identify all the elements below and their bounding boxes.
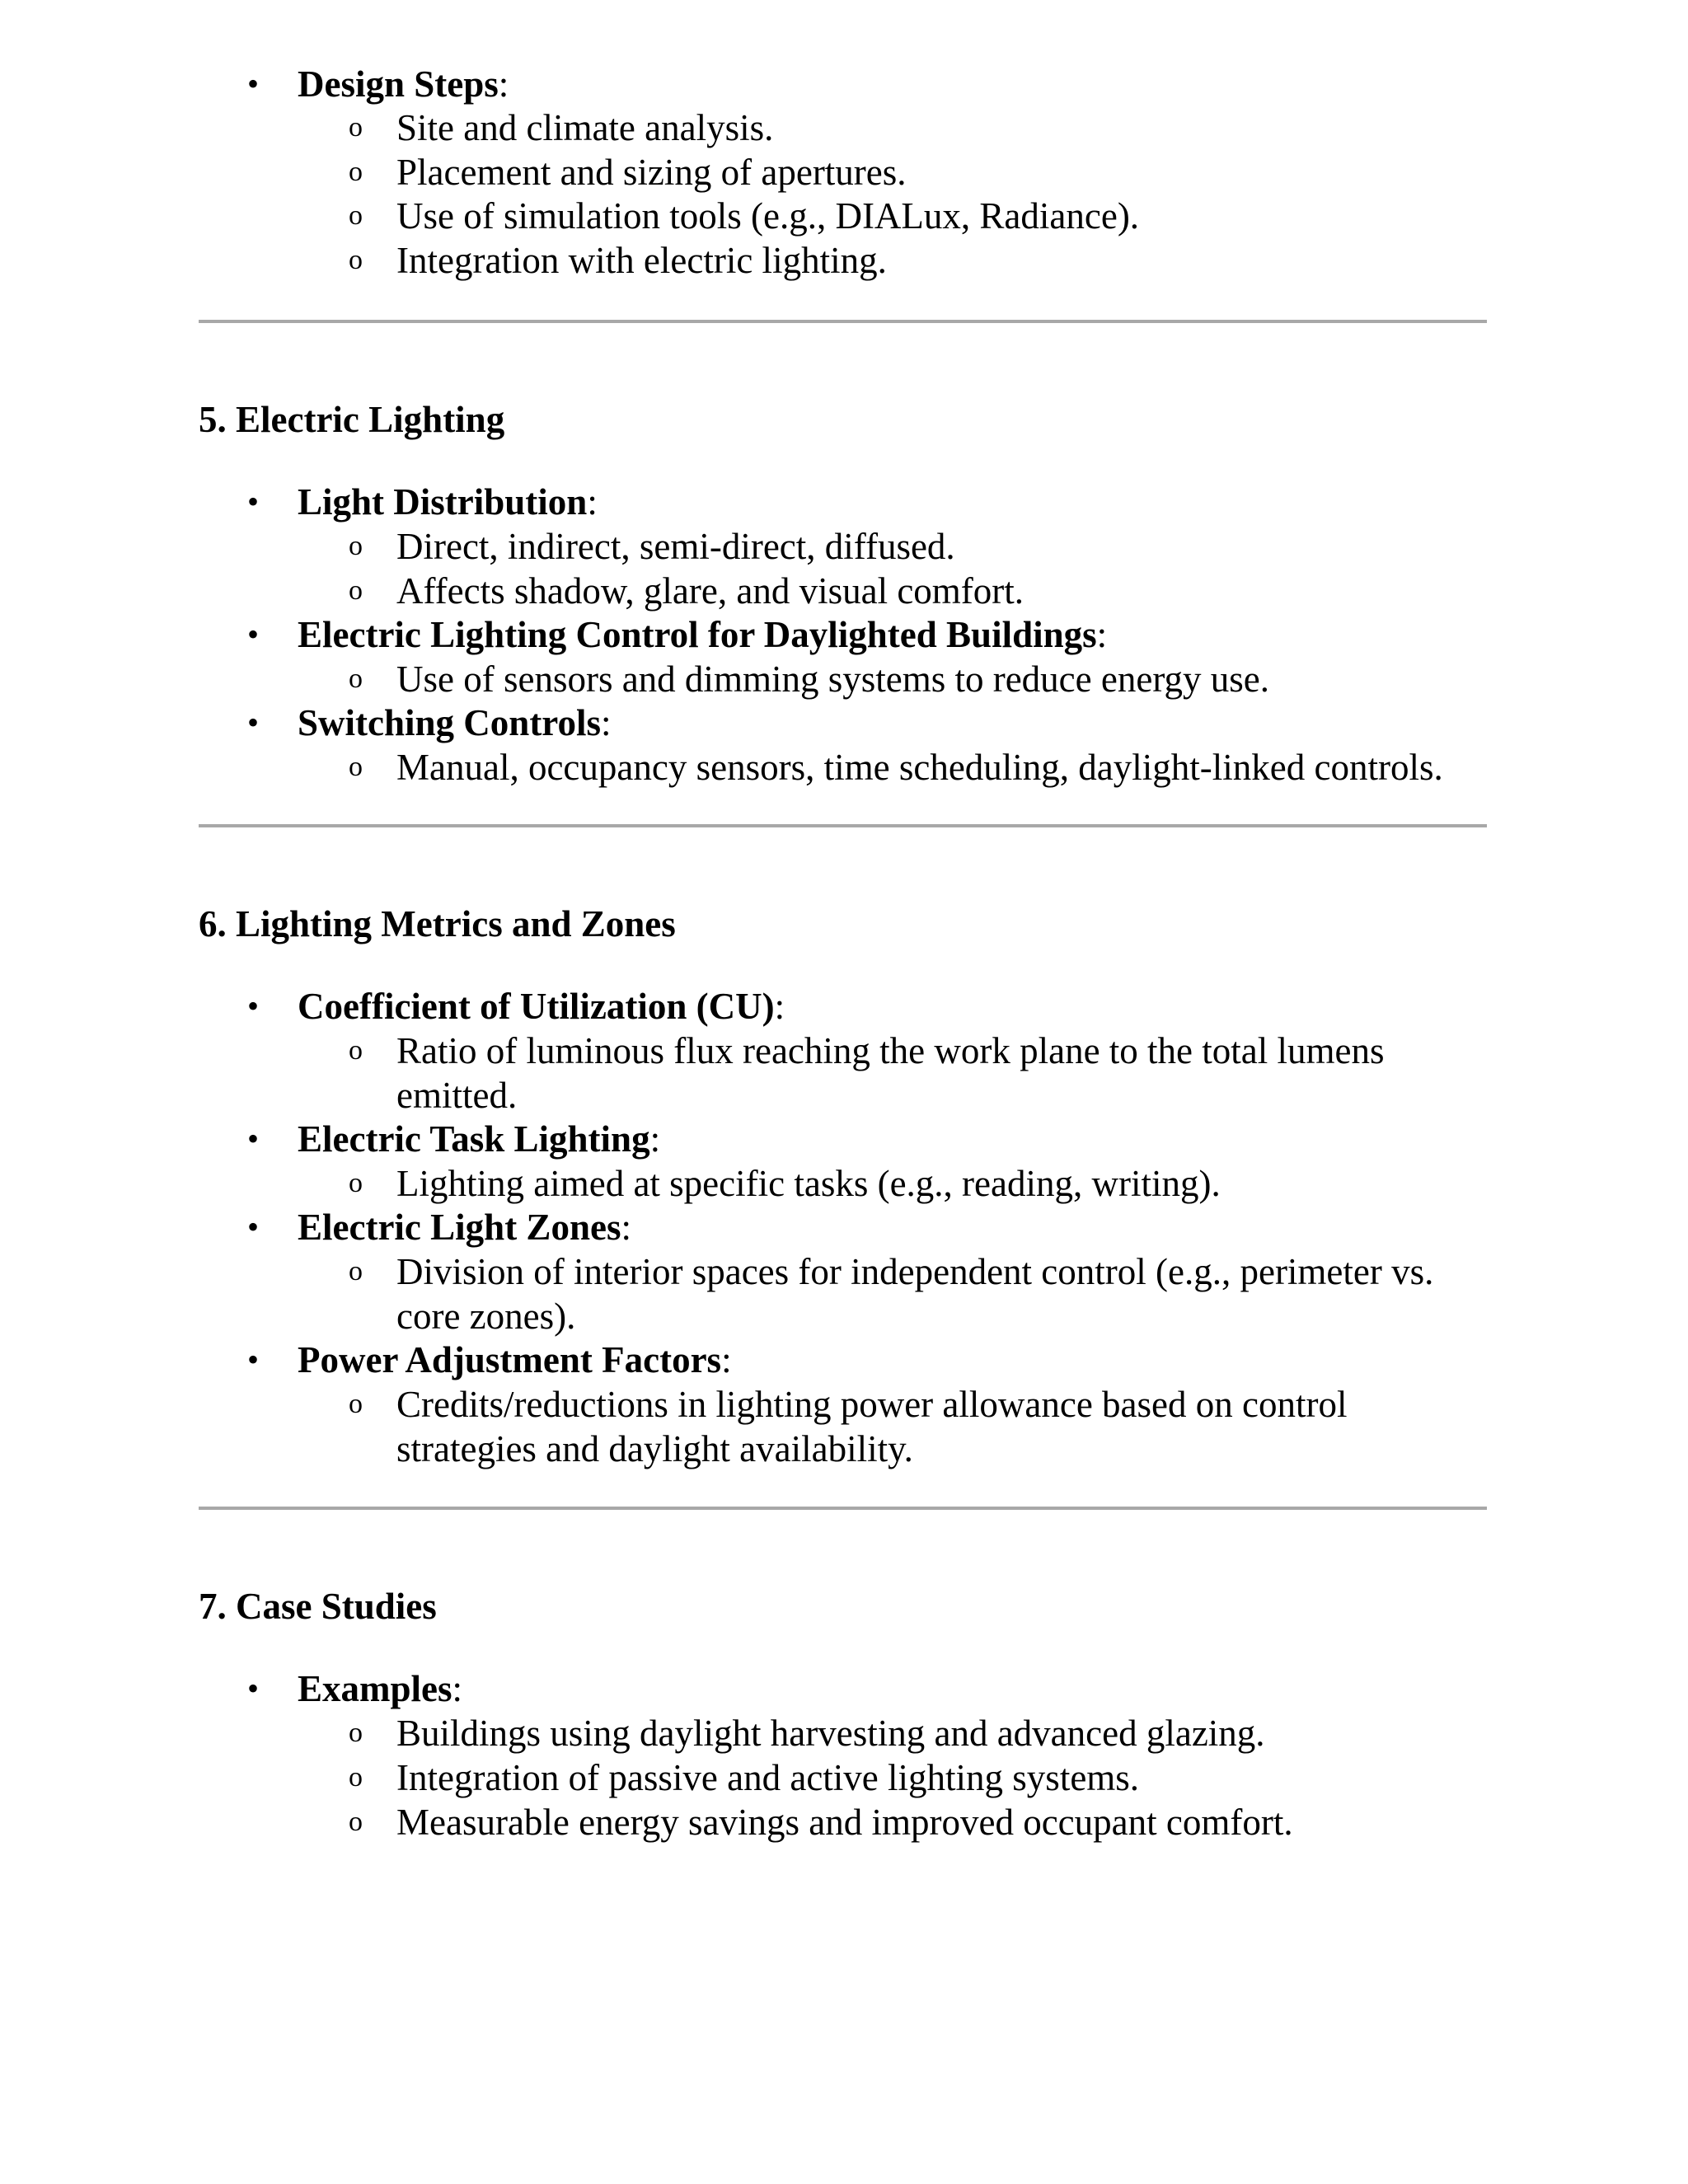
bullet-title: Power Adjustment Factors <box>298 1339 722 1380</box>
sub-bullet-marker: o <box>349 752 363 782</box>
sub-bullet-marker: o <box>349 1256 363 1286</box>
section-divider <box>199 824 1487 827</box>
bullet-marker: • <box>247 987 260 1024</box>
sub-bullet-marker: o <box>349 1762 363 1793</box>
bullet-marker: • <box>247 483 260 520</box>
bullet-title: Electric Task Lighting <box>298 1118 650 1160</box>
section-heading: 7. Case Studies <box>199 1586 437 1627</box>
sub-bullet-marker: o <box>349 1807 363 1837</box>
section-heading: 5. Electric Lighting <box>199 399 505 440</box>
sub-bullet-marker: o <box>349 157 363 187</box>
sub-bullet-marker: o <box>349 1389 363 1419</box>
sub-bullet-marker: o <box>349 200 363 231</box>
sub-bullet-marker: o <box>349 1035 363 1066</box>
sub-bullet-marker: o <box>349 531 363 561</box>
bullet-title: Coefficient of Utilization (CU) <box>298 986 775 1027</box>
sub-bullet-marker: o <box>349 575 363 606</box>
bullet-marker: • <box>247 704 260 741</box>
section-heading: 6. Lighting Metrics and Zones <box>199 903 676 944</box>
bullet-title: Design Steps <box>298 63 499 105</box>
bullet-marker: • <box>247 616 260 653</box>
bullet-marker: • <box>247 1341 260 1378</box>
sub-bullet-marker: o <box>349 663 363 694</box>
bullet-marker: • <box>247 65 260 102</box>
bullet-marker: • <box>247 1120 260 1157</box>
sub-bullet-marker: o <box>349 112 363 143</box>
section-divider <box>199 320 1487 323</box>
sub-bullet-marker: o <box>349 1168 363 1198</box>
sub-bullet-marker: o <box>349 1718 363 1748</box>
bullet-title: Switching Controls <box>298 702 601 743</box>
bullet-title: Light Distribution <box>298 481 588 523</box>
document-page: • Design Steps: o Site and climate analysis. o Placement and sizing of apertures. o Use of simulation tools (e.g., DIALux, Radiance). o Integration with electric lighting. 5. Electric Lighting • Light Distribution: o Direct, indirect, semi-direct, diffused. o Affects shadow, glare, and visual comfort. • Electric Lighting Control for Daylighted Buildings: o Use of sensors and dimming systems to reduce energy use. • Switching Controls: o Manual, occupancy sensors, time scheduling, daylight-linked controls. 6. Lighting Metrics and Zones • Coefficient of Utilization (CU): o Ratio of luminous flux reaching the work plane to the total lumens emitted. • Electric Task Lighting: o Lighting aimed at specific tasks (e.g., reading, writing). • Electric Light Zones: o Division of interior spaces for independent control (e.g., perimeter vs. core zones). • Power Adjustment Factors: o Credits/reductions in lighting power allowance based on control strategies and daylight availability. 7. Case Studies • Examples: o Buildings using daylight harvesting and advanced glazing. o Integration of passive and active lighting systems. o Measurable energy savings and improved occupant comfort. <box>0 0 1688 2184</box>
bullet-title: Electric Lighting Control for Daylighted Buildings <box>298 614 1097 655</box>
bullet-title: Electric Light Zones <box>298 1207 621 1248</box>
bullet-title: Examples <box>298 1668 452 1709</box>
sub-bullet-marker: o <box>349 245 363 275</box>
bullet-marker: • <box>247 1670 260 1707</box>
bullet-marker: • <box>247 1208 260 1245</box>
section-divider <box>199 1507 1487 1510</box>
